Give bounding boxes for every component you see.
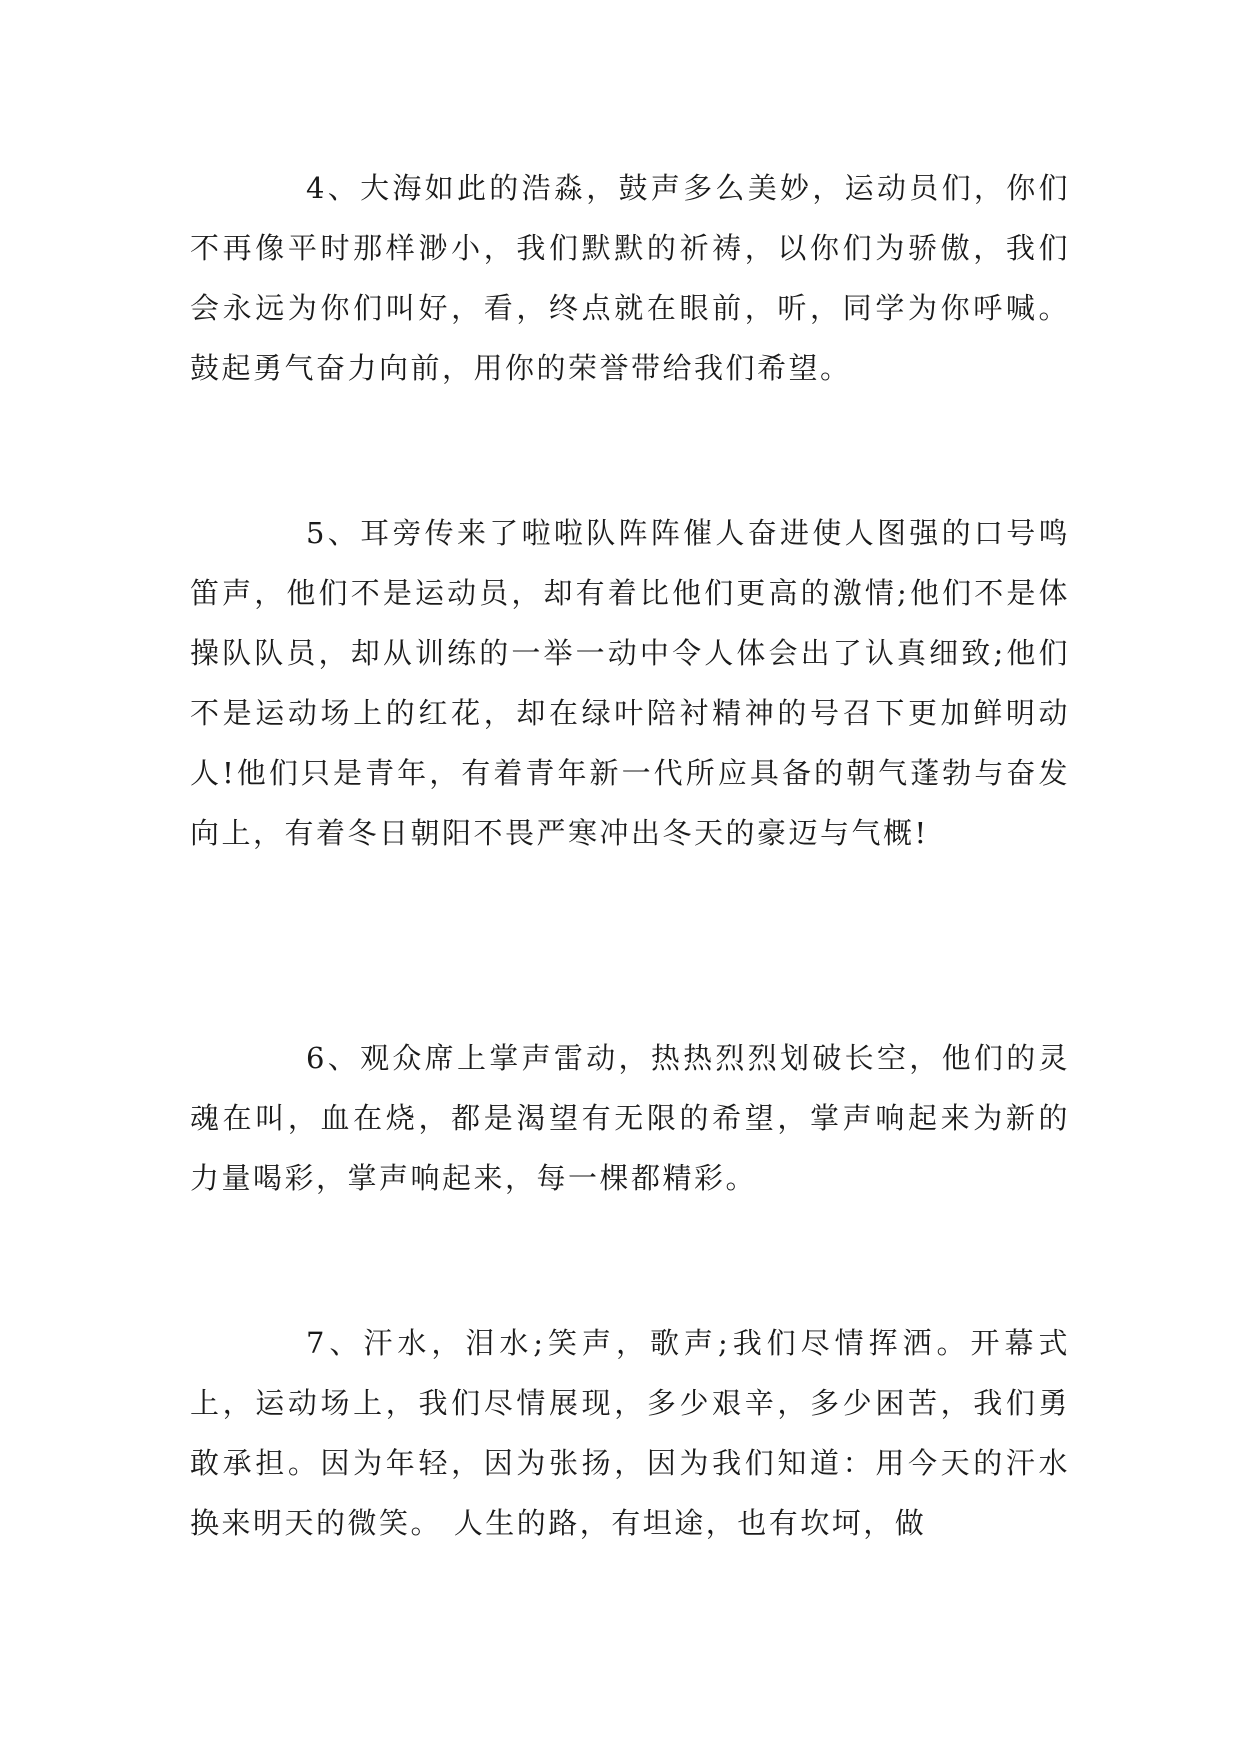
paragraph-7: 7、汗水，泪水;笑声，歌声;我们尽情挥洒。开幕式上，运动场上，我们尽情展现，多少艰辛，多少困苦，我们勇敢承担。因为年轻，因为张扬，因为我们知道：用今天的汗水换来明天的微笑。 人生的路，有坦途，也有坎坷，做: [190, 1326, 1070, 1540]
paragraph-6: 6、观众席上掌声雷动，热热烈烈划破长空，他们的灵魂在叫，血在烧，都是渴望有无限的希望，掌声响起来为新的力量喝彩，掌声响起来，每一棵都精彩。: [190, 1041, 1070, 1195]
paragraph-4: 4、大海如此的浩淼，鼓声多么美妙，运动员们，你们不再像平时那样渺小，我们默默的祈祷，以你们为骄傲，我们会永远为你们叫好，看，终点就在眼前，听，同学为你呼喊。鼓起勇气奋力向前，用你的荣誉带给我们希望。: [190, 171, 1070, 385]
paragraph-5: 5、耳旁传来了啦啦队阵阵催人奋进使人图强的口号鸣笛声，他们不是运动员，却有着比他们更高的激情;他们不是体操队队员，却从训练的一举一动中令人体会出了认真细致;他们不是运动场上的红花，却在绿叶陪衬精神的号召下更加鲜明动人!他们只是青年，有着青年新一代所应具备的朝气蓬勃与奋发向上，有着冬日朝阳不畏严寒冲出冬天的豪迈与气概!: [190, 516, 1070, 850]
